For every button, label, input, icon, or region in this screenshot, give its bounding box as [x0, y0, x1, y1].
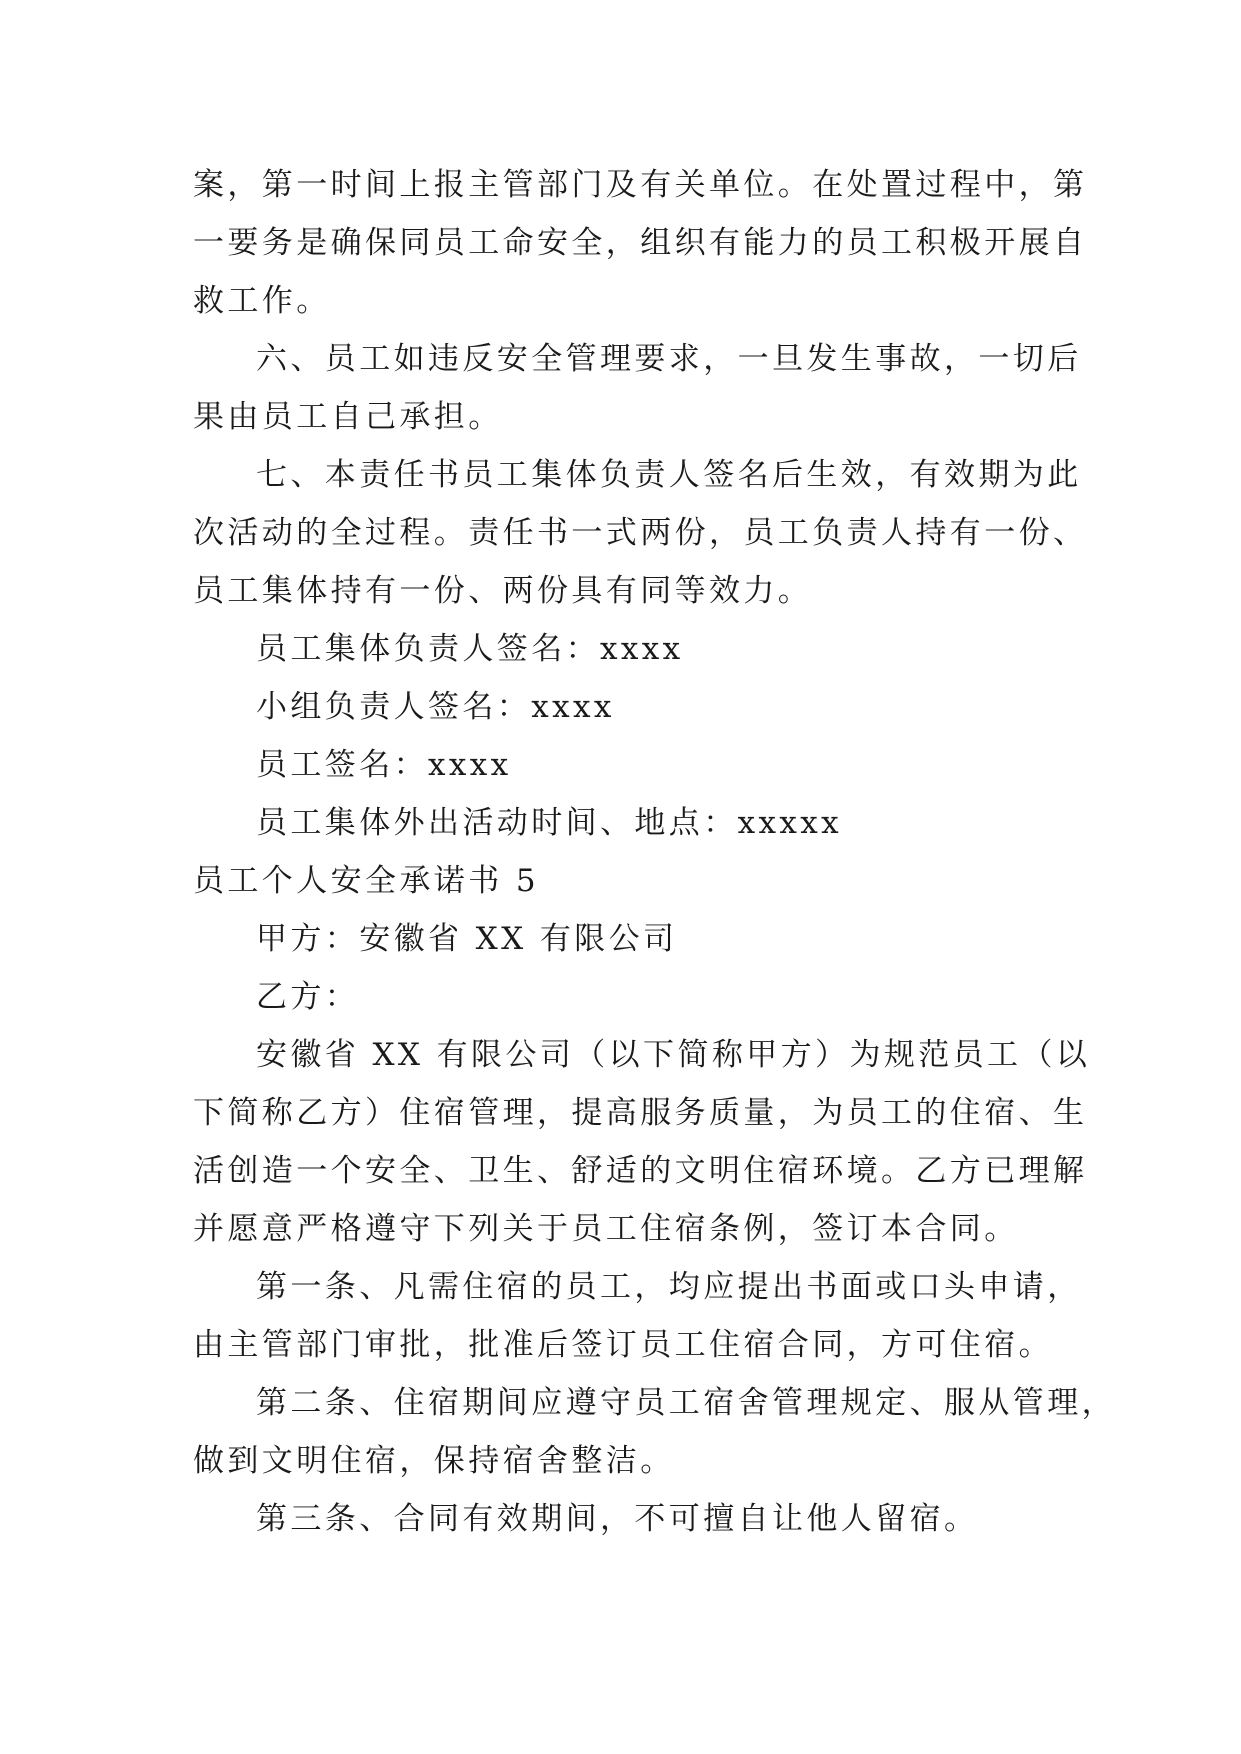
signature-collective-leader: 员工集体负责人签名：xxxx	[256, 631, 684, 667]
signature-employee: 员工签名：xxxx	[256, 747, 512, 783]
party-a: 甲方：安徽省 XX 有限公司	[256, 921, 678, 957]
signature-group-leader: 小组负责人签名：xxxx	[256, 689, 615, 725]
text-line: 案，第一时间上报主管部门及有关单位。在处置过程中，第	[193, 167, 1088, 203]
article-one: 第一条、凡需住宿的员工，均应提出书面或口头申请，	[256, 1269, 1082, 1305]
text-line: 活创造一个安全、卫生、舒适的文明住宿环境。乙方已理解	[193, 1153, 1088, 1189]
article-two: 第二条、住宿期间应遵守员工宿舍管理规定、服从管理，	[256, 1385, 1116, 1421]
activity-time-place: 员工集体外出活动时间、地点：xxxxx	[256, 805, 843, 841]
text-line: 救工作。	[193, 283, 331, 319]
paragraph-start-intro: 安徽省 XX 有限公司（以下简称甲方）为规范员工（以	[256, 1037, 1091, 1073]
text-line: 由主管部门审批，批准后签订员工住宿合同，方可住宿。	[193, 1327, 1053, 1363]
text-line: 次活动的全过程。责任书一式两份，员工负责人持有一份、	[193, 515, 1088, 551]
text-line: 果由员工自己承担。	[193, 399, 503, 435]
text-line: 下简称乙方）住宿管理，提高服务质量，为员工的住宿、生	[193, 1095, 1088, 1131]
text-line: 一要务是确保同员工命安全，组织有能力的员工积极开展自	[193, 225, 1088, 261]
paragraph-start-seven: 七、本责任书员工集体负责人签名后生效，有效期为此	[256, 457, 1082, 493]
text-line: 做到文明住宿，保持宿舍整洁。	[193, 1443, 675, 1479]
article-three: 第三条、合同有效期间，不可擅自让他人留宿。	[256, 1501, 979, 1537]
paragraph-start-six: 六、员工如违反安全管理要求，一旦发生事故，一切后	[256, 341, 1082, 377]
section-heading: 员工个人安全承诺书 5	[193, 863, 539, 899]
text-line: 员工集体持有一份、两份具有同等效力。	[193, 573, 813, 609]
text-line: 并愿意严格遵守下列关于员工住宿条例，签订本合同。	[193, 1211, 1019, 1247]
party-b: 乙方：	[256, 979, 360, 1015]
